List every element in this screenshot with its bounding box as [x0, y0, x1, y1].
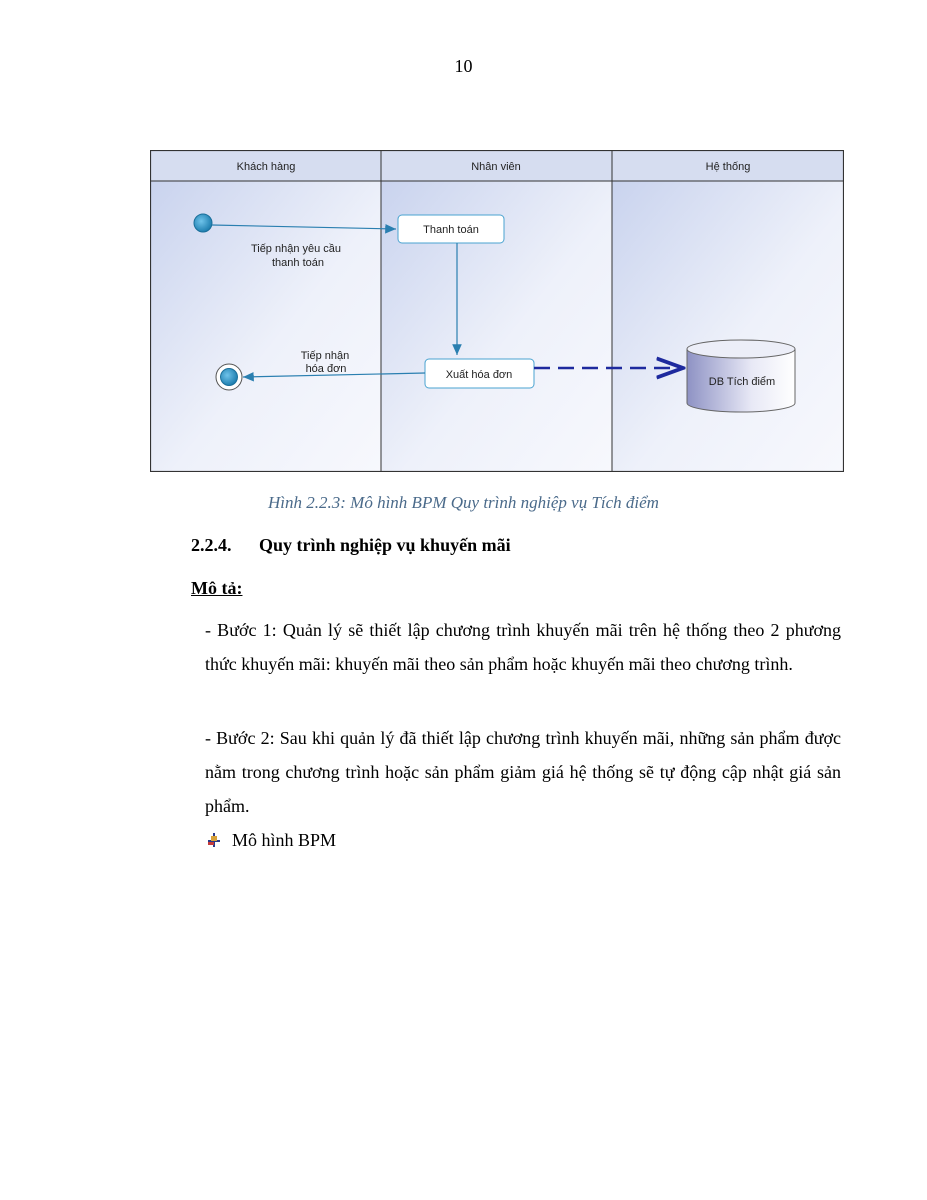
end-event	[221, 369, 238, 386]
start-event	[194, 214, 212, 232]
task-payment-label: Thanh toán	[423, 224, 479, 236]
section-title: Quy trình nghiệp vụ khuyến mãi	[259, 535, 511, 555]
section-number: 2.2.4.	[191, 535, 232, 555]
bullet-text: Mô hình BPM	[232, 830, 337, 850]
datastore-label: DB Tích điểm	[708, 376, 776, 388]
figure-caption: Hình 2.2.3: Mô hình BPM Quy trình nghiệp vụ Tích điểm	[268, 493, 659, 512]
section-heading	[191, 535, 511, 556]
lane-body-system	[612, 181, 843, 471]
lane-title-customer: Khách hàng	[236, 161, 296, 173]
lane-title-staff: Nhân viên	[471, 161, 521, 173]
bullet-item	[205, 827, 336, 853]
lane-body-customer	[151, 181, 381, 471]
paragraph-step-2: - Bước 2: Sau khi quản lý đã thiết lập chương trình khuyến mãi, những sản phẩm được nằm trong chương trình hoặc sản phẩm giảm giá hệ thống sẽ tự động cập nhật giá sản phẩm.	[205, 728, 841, 816]
lane-title-system: Hệ thống	[705, 161, 751, 173]
edge-label-request-line1: Tiếp nhận yêu cầu	[250, 243, 342, 255]
pin-icon	[205, 831, 223, 849]
task-invoice-label: Xuất hóa đơn	[445, 369, 513, 381]
page-number: 10	[454, 56, 473, 76]
bpm-diagram	[150, 150, 844, 472]
edge-label-request-line2: thanh toán	[272, 257, 324, 269]
paragraph-step-1: - Bước 1: Quản lý sẽ thiết lập chương trình khuyến mãi trên hệ thống theo 2 phương thức khuyến mãi: khuyến mãi theo sản phẩm hoặc khuyến mãi theo chương trình.	[205, 620, 841, 674]
description-label: Mô tả:	[191, 578, 243, 598]
edge-label-receive-line1: Tiếp nhận	[300, 350, 350, 362]
edge-label-receive-line2: hóa đơn	[305, 363, 347, 375]
